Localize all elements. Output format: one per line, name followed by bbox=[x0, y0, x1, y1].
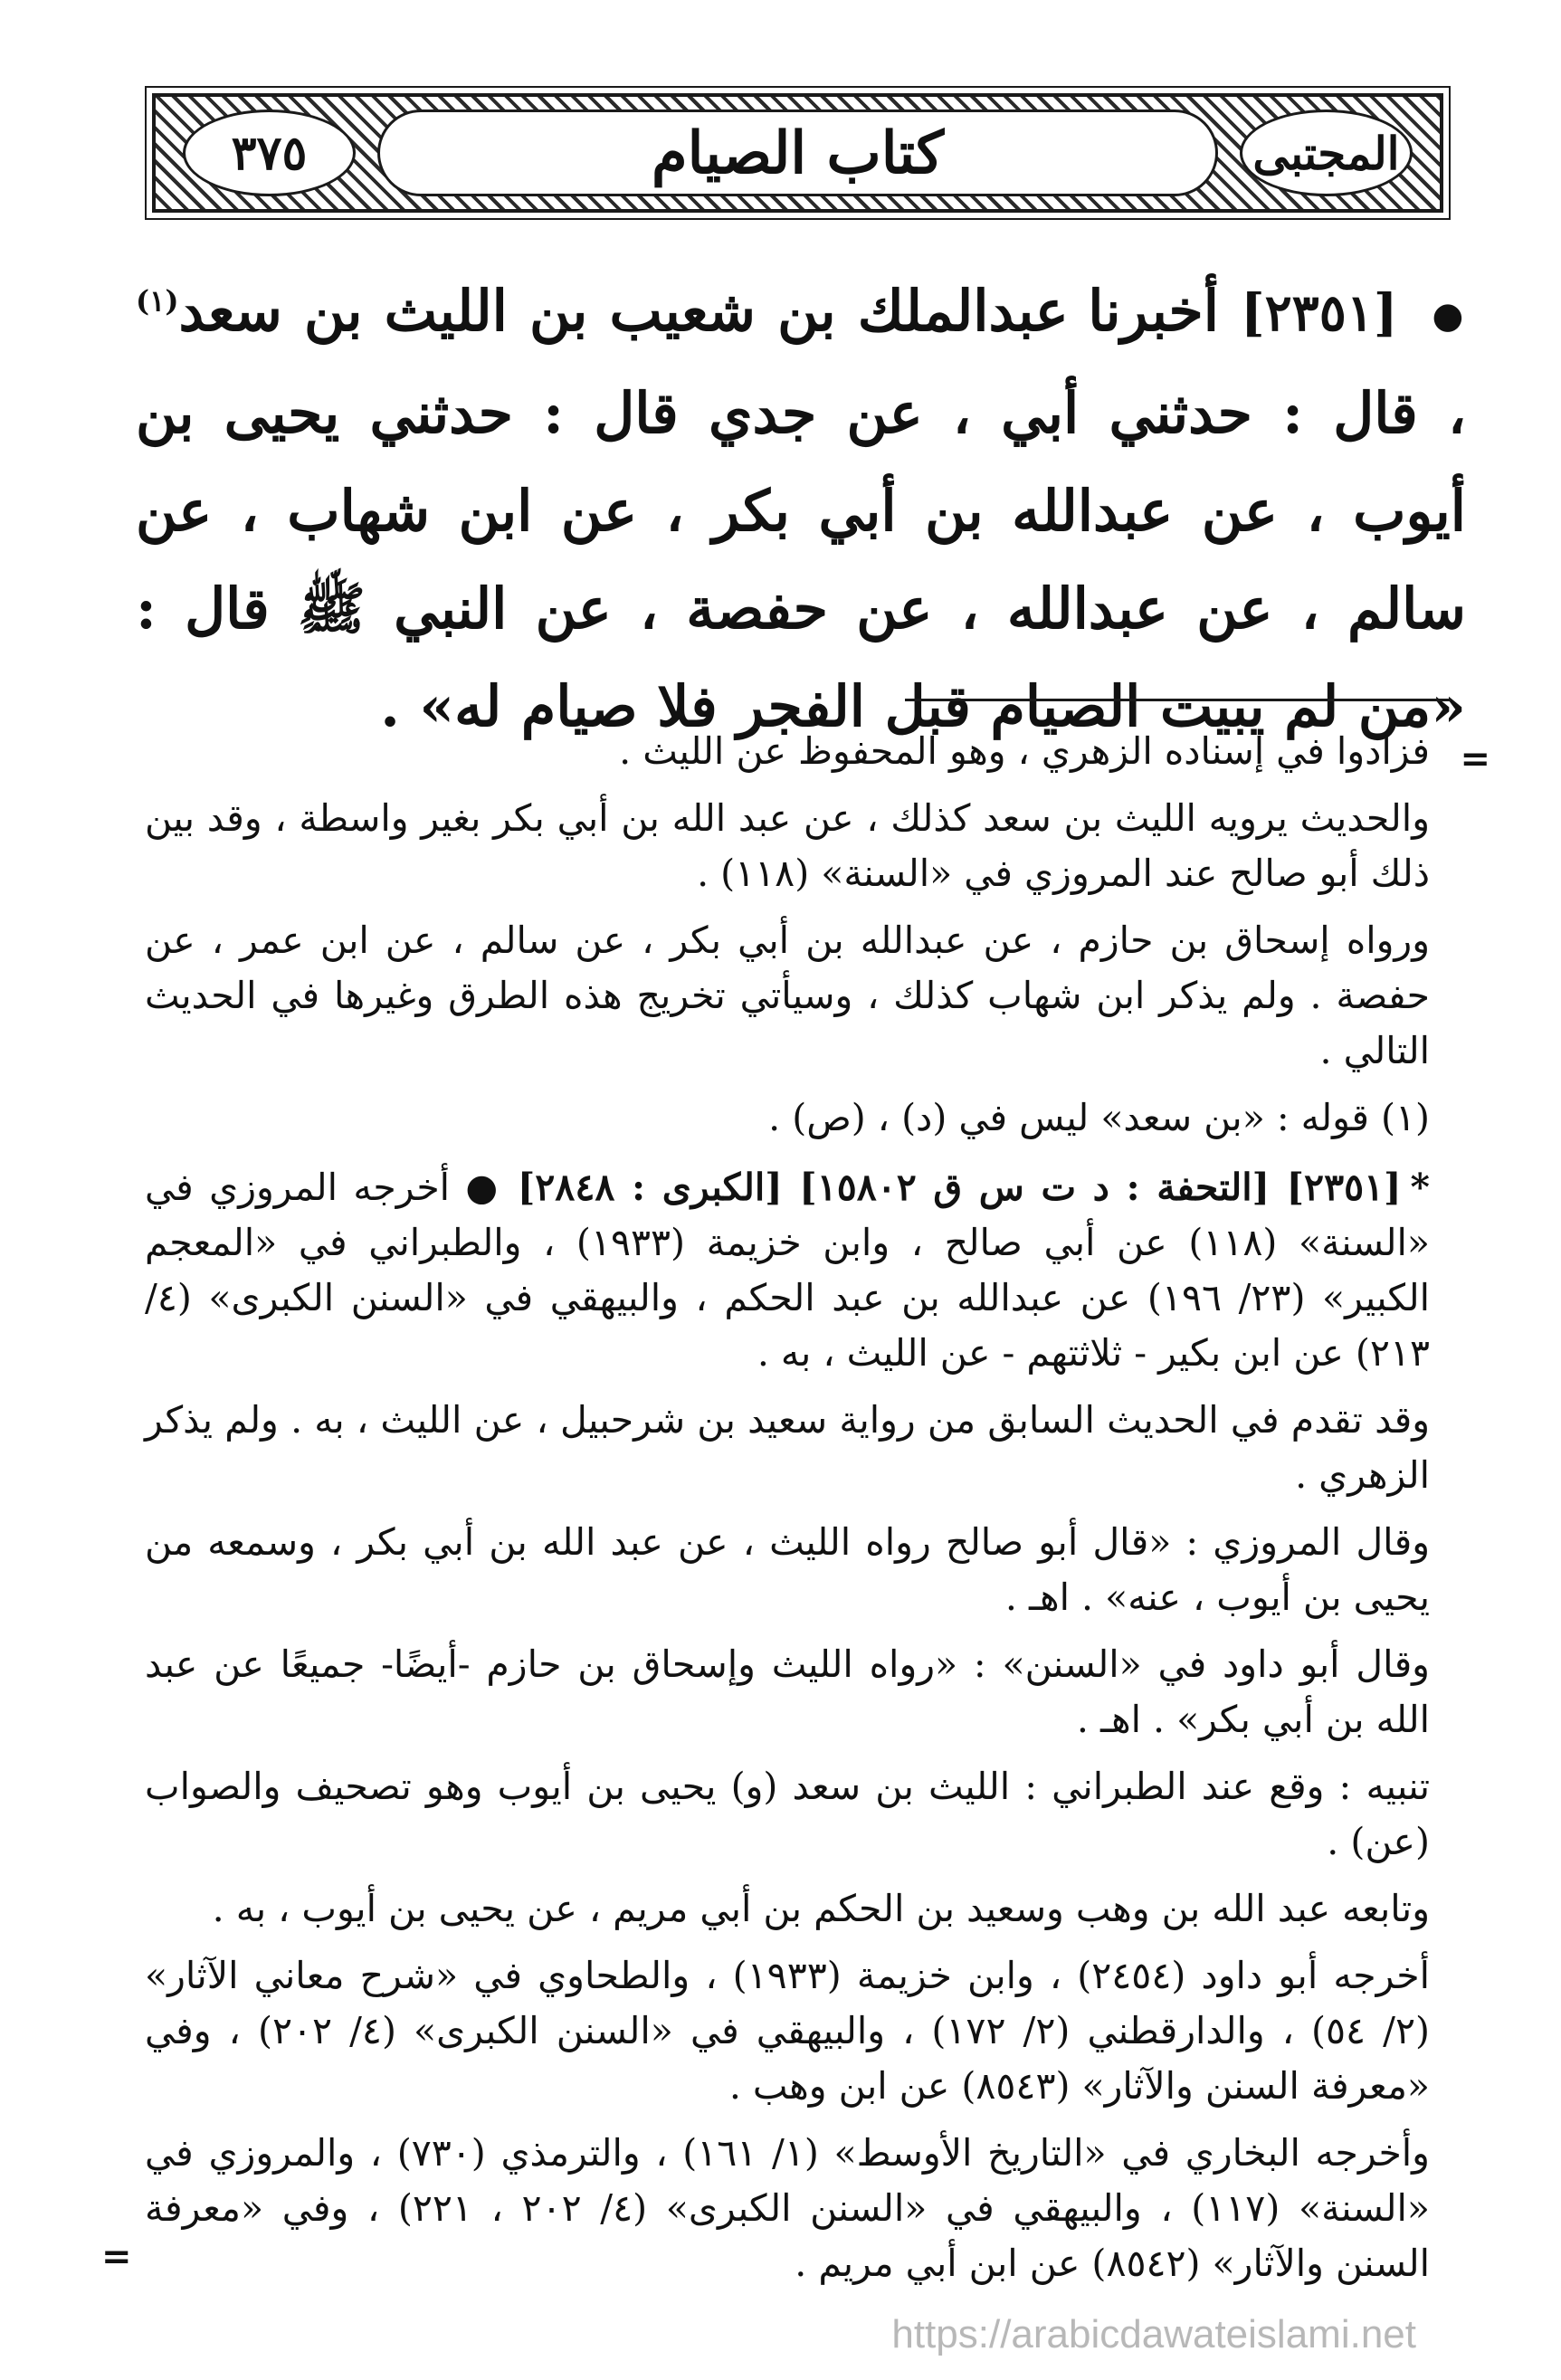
hadith-text bbox=[136, 262, 1466, 756]
takhrij-star: * bbox=[1410, 1166, 1430, 1209]
continuation-marker: = bbox=[1460, 738, 1490, 780]
takhrij-paragraph: أخرجه المروزي في «السنة» (١١٨) عن أبي صالح ، وابن خزيمة (١٩٣٣) ، والطبراني في «المعجم الكبير» (٢٣/ ١٩٦) عن عبدالله بن عبد الحكم ، والبيهقي في «السنن الكبرى» (٤/ ٢١٣) عن ابن بكير - ثلاثتهم - عن الليث ، به . bbox=[145, 1166, 1430, 1375]
page-header-frame bbox=[152, 93, 1443, 213]
takhrij-heading bbox=[145, 1160, 1430, 1381]
takhrij-paragraph: تنبيه : وقع عند الطبراني : الليث بن سعد (و) يحيى بن أيوب وهو تصحيف والصواب (عن) . bbox=[145, 1765, 1430, 1863]
takhrij-reference: [٢٣٥١] [التحفة : د ت س ق ١٥٨٠٢] [الكبرى : ٢٨٤٨] bbox=[517, 1166, 1402, 1209]
watermark-url: https://arabicdawateislami.net bbox=[891, 2312, 1416, 2356]
footnote-1: (١) قوله : «بن سعد» ليس في (د) ، (ص) . bbox=[768, 1096, 1430, 1139]
chapter-title: كتاب الصيام bbox=[651, 119, 945, 187]
hadith-number: [٢٣٥١] bbox=[1241, 283, 1398, 343]
note-paragraph: ورواه إسحاق بن حازم ، عن عبدالله بن أبي بكر ، عن سالم ، عن ابن عمر ، عن حفصة . ولم يذكر ابن شهاب كذلك ، وسيأتي تخريج هذه الطرق وغيرها في الحديث التالي . bbox=[145, 919, 1430, 1072]
hadith-line-1: أخبرنا عبدالملك بن شعيب بن الليث بن سعد bbox=[178, 278, 1219, 344]
footnotes-section bbox=[145, 724, 1430, 2303]
takhrij-paragraph: وأخرجه البخاري في «التاريخ الأوسط» (١/ ١٦١) ، والترمذي (٧٣٠) ، والمروزي في «السنة» (١١٧) ، والبيهقي في «السنن الكبرى» (٤/ ٢٠٢ ، ٢٢١) ، وفي «معرفة السنن والآثار» (٨٥٤٢) عن ابن أبي مريم . bbox=[145, 2131, 1430, 2285]
note-paragraph: والحديث يرويه الليث بن سعد كذلك ، عن عبد الله بن أبي بكر بغير واسطة ، وقد بين ذلك أبو صالح عند المروزي في «السنة» (١١٨) . bbox=[145, 796, 1430, 895]
takhrij-paragraph: وتابعه عبد الله بن وهب وسعيد بن الحكم بن أبي مريم ، عن يحيى بن أيوب ، به . bbox=[212, 1887, 1430, 1930]
footnote-divider bbox=[905, 699, 1451, 701]
end-continuation-marker: = bbox=[101, 2235, 132, 2278]
book-name-medallion bbox=[1240, 109, 1413, 196]
hadith-line-2: أبي ، عن جدي قال : حدثني يحيى بن أيوب ، عن عبدالله بن أبي بكر ، عن bbox=[136, 380, 1467, 544]
hadith-line-1-end: ، قال : حدثني bbox=[1109, 380, 1466, 446]
book-name: المجتبى bbox=[1252, 126, 1400, 180]
page-number: ٣٧٥ bbox=[231, 125, 308, 181]
note-paragraph: فزادوا في إسناده الزهري ، وهو المحفوظ عن الليث . bbox=[619, 729, 1430, 773]
chapter-title-band bbox=[377, 109, 1218, 196]
takhrij-paragraph: أخرجه أبو داود (٢٤٥٤) ، وابن خزيمة (١٩٣٣) ، والطحاوي في «شرح معاني الآثار» (٢/ ٥٤) ، والدارقطني (٢/ ١٧٢) ، والبيهقي في «السنن الكبرى» (٤/ ٢٠٢) ، وفي «معرفة السنن والآثار» (٨٥٤٣) عن ابن وهب . bbox=[145, 1954, 1431, 2108]
page-number-medallion bbox=[183, 109, 356, 196]
takhrij-bullet: ● bbox=[465, 1166, 502, 1209]
hadith-line-3: ابن شهاب ، عن سالم ، عن عبدالله ، عن حفصة ، عن النبي ﷺ قال : «من لم bbox=[136, 478, 1466, 739]
takhrij-paragraph: وقد تقدم في الحديث السابق من رواية سعيد بن شرحبيل ، عن الليث ، به . ولم يذكر الزهري . bbox=[145, 1398, 1430, 1497]
takhrij-paragraph: وقال أبو داود في «السنن» : «رواه الليث وإسحاق بن حازم -أيضًا- جميعًا عن عبد الله بن أبي بكر» . اهـ . bbox=[145, 1642, 1430, 1741]
hadith-line-4: يبيت الصيام قبل الفجر فلا صيام له» . bbox=[380, 673, 1265, 739]
takhrij-paragraph: وقال المروزي : «قال أبو صالح رواه الليث ، عن عبد الله بن أبي بكر ، وسمعه من يحيى بن أيوب ، عنه» . اهـ . bbox=[145, 1520, 1430, 1619]
hadith-bullet: ● bbox=[1432, 294, 1466, 337]
footnote-reference: (١) bbox=[136, 283, 179, 319]
